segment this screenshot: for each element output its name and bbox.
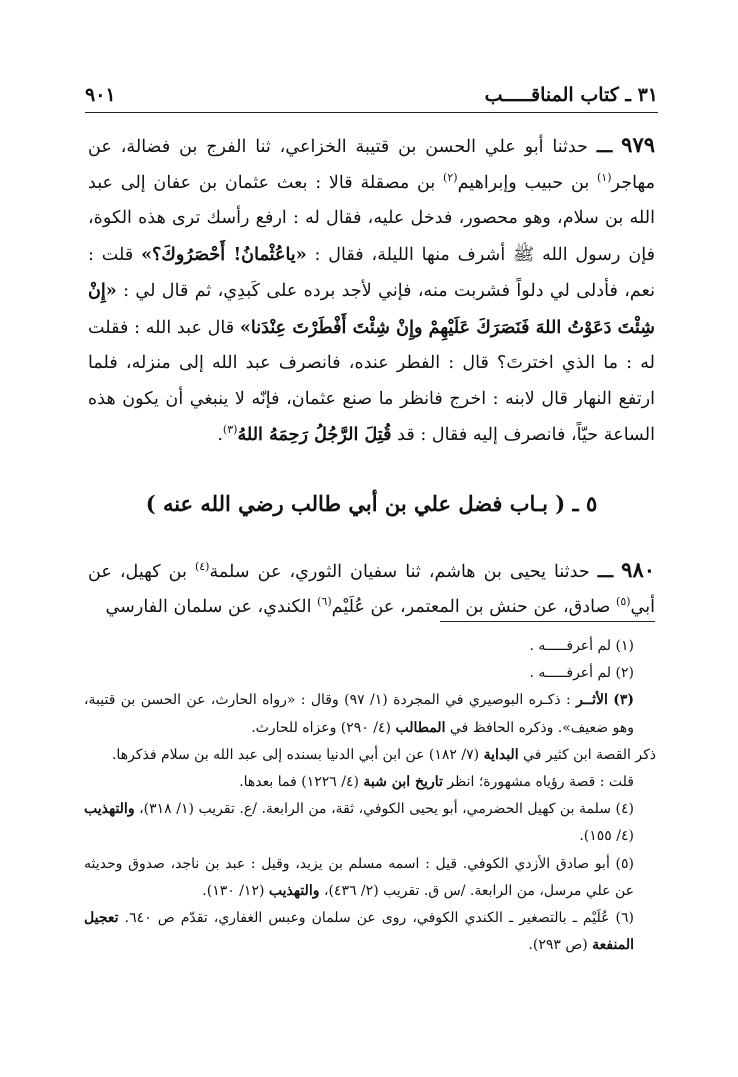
header-rule bbox=[85, 112, 658, 113]
source-title: تعجيل المنفعة bbox=[84, 910, 634, 954]
footnote-text: (٧/ ١٨٢) عن ابن أبي الدنيا بسنده إلى عبد الله بن سلام فذكرها. bbox=[111, 746, 480, 763]
footnote-2: (٢) لم أعرفـــــه . bbox=[529, 665, 634, 682]
footnote-text: (٦) عُلَيْم ـ بالتصغير ـ الكندي الكوفي، روى عن سلمان وعبس الغفاري، تقدّم ص ٦٤٠. bbox=[124, 910, 635, 927]
hadith-number: ٩٨٠ bbox=[621, 556, 656, 582]
chapter-heading: ٥ ـ ( بـاب فضل علي بن أبي طالب رضي الله عنه ) bbox=[145, 490, 598, 516]
source-title: والتهذيب bbox=[84, 801, 135, 818]
footnote-ref: (٦) bbox=[317, 595, 332, 609]
footnote-1: (١) لم أعرفـــــه . bbox=[529, 638, 634, 654]
prophetic-quote: «إِنْ شِئْتَ دَعَوْتُ اللهَ فَنَصَرَكَ عَلَيْهِمْ وإِنْ شِئْتَ أَفْطَرْتَ عِنْدَنا» bbox=[88, 280, 655, 338]
hadith-text: حدثنا أبو علي الحسن بن قتيبة الخزاعي، ثنا الفرج بن فضالة، عن مهاجر bbox=[88, 137, 655, 193]
footnote-3-note bbox=[84, 769, 656, 796]
hadith-text: قلت : نعم، فأدلى لي دلواً فشربت منه، فإني لأجد برده على كَبدِي، ثم قال لي : bbox=[88, 244, 655, 301]
footnote-number: (٣) bbox=[613, 692, 635, 709]
source-title: المطالب bbox=[395, 719, 446, 736]
footnote-text: ذكر القصة ابن كثير في bbox=[523, 746, 656, 763]
footnote-text: (ص ٢٩٣). bbox=[528, 937, 588, 954]
hadith-number: ٩٧٩ bbox=[621, 132, 656, 157]
hadith-dash: ـــ bbox=[596, 136, 613, 157]
footnote-text: (١٢/ ١٣٠). bbox=[202, 882, 265, 899]
footnote-text: (٤) سلمة بن كهيل الحضرمي، أبو يحيى الكوفي، ثقة، من الرابعة. /ع. تقريب (١/ ٣١٨)، bbox=[139, 801, 635, 818]
footnote-3 bbox=[84, 687, 656, 741]
footnote-text: : ذكـره البوصيري في المجردة (١/ ٩٧) وقال : «رواه الحارث، عن الحسن بن قتيبة، وهو ضعيف». وذكره الحافظ في bbox=[84, 692, 634, 736]
hadith-980 bbox=[88, 552, 655, 626]
hadith-text: قال عبد الله : فقلت له : ما الذي اخترتَ؟ قال : الفطر عنده، فانصرف عبد الله إلى منزله، فلما ارتفع النهار قال لابنه : اخرج فانظر ما صنع عثمان، فإنّه لا ينبغي أن يكون هذه الساعة حيّاً، فانصرف إليه فقال : قد bbox=[88, 317, 655, 445]
footnote-4 bbox=[84, 796, 656, 850]
prophetic-quote: «ياعُثْمانُ! أَحْصَرُوكَ؟» bbox=[141, 243, 307, 265]
footnote-text: (٤/ ٢٩٠) وعزاه للحارث. bbox=[251, 719, 391, 736]
footnote-text: (٤/ ١٥٥). bbox=[579, 828, 634, 845]
hadith-text: . bbox=[217, 425, 223, 445]
hadith-text: الكندي، عن سلمان الفارسي bbox=[105, 597, 312, 617]
footnote-6 bbox=[84, 905, 656, 959]
footnote-3-cont bbox=[84, 742, 656, 769]
source-title: والتهذيب bbox=[268, 882, 320, 899]
page-number: ٩٠١ bbox=[85, 84, 116, 106]
hadith-text: بن حبيب وإبراهيم bbox=[457, 172, 590, 193]
footnote-text: (٥) أبو صادق الأزدي الكوفي. قيل : اسمه مسلم بن يزيد، وقيل : عبد بن ناجد، صدوق وحديثه عن علي مرسل، من الرابعة. /س ق. تقريب (٢/ ٤٣٦)، bbox=[84, 855, 634, 899]
source-title: تاريخ ابن شبة bbox=[363, 774, 443, 791]
footnote-ref: (٢) bbox=[443, 170, 458, 184]
main-text bbox=[88, 127, 655, 626]
footnote-ref: (٥) bbox=[616, 595, 631, 609]
hadith-text: صادق، عن حنش بن المعتمر، عن عُلَيْم bbox=[331, 597, 611, 617]
footnote-text: قلت : قصة رؤياه مشهورة؛ انظر bbox=[447, 774, 634, 791]
running-title: ٣١ ـ كتاب المناقـــــب bbox=[484, 84, 658, 106]
footnote-separator bbox=[440, 621, 655, 622]
hadith-text: بن مصقلة قالا : بعث عثمان بن عفان إلى عبد الله بن سلام، وهو محصور، فدخل عليه، فقال له : ارفع رأسك ترى هذه الكوة، فإن رسول الله ﷺ أشرف منها الليلة، فقال : bbox=[88, 172, 656, 265]
hadith-text: حدثنا يحيى بن هاشم، ثنا سفيان الثوري، عن سلمة bbox=[209, 561, 590, 582]
page-header bbox=[85, 84, 658, 110]
footnote-ref: (٣) bbox=[222, 423, 238, 437]
footnote-heading: الأثــر bbox=[576, 692, 608, 709]
footnote-ref: (١) bbox=[597, 170, 612, 184]
hadith-979 bbox=[88, 127, 655, 454]
footnotes bbox=[84, 633, 656, 959]
footnote-5 bbox=[84, 851, 656, 905]
hadith-text: بن كهيل، عن أبي bbox=[88, 561, 655, 617]
footnote-text: (٤/ ١٢٢٦) فما بعدها. bbox=[239, 774, 359, 791]
source-title: البداية bbox=[483, 746, 519, 763]
hadith-dash: ـــ bbox=[597, 560, 614, 582]
hadith-quote: قُتِلَ الرَّجُلُ رَحِمَهُ اللهُ bbox=[237, 424, 392, 445]
footnote-ref: (٤) bbox=[194, 559, 210, 573]
